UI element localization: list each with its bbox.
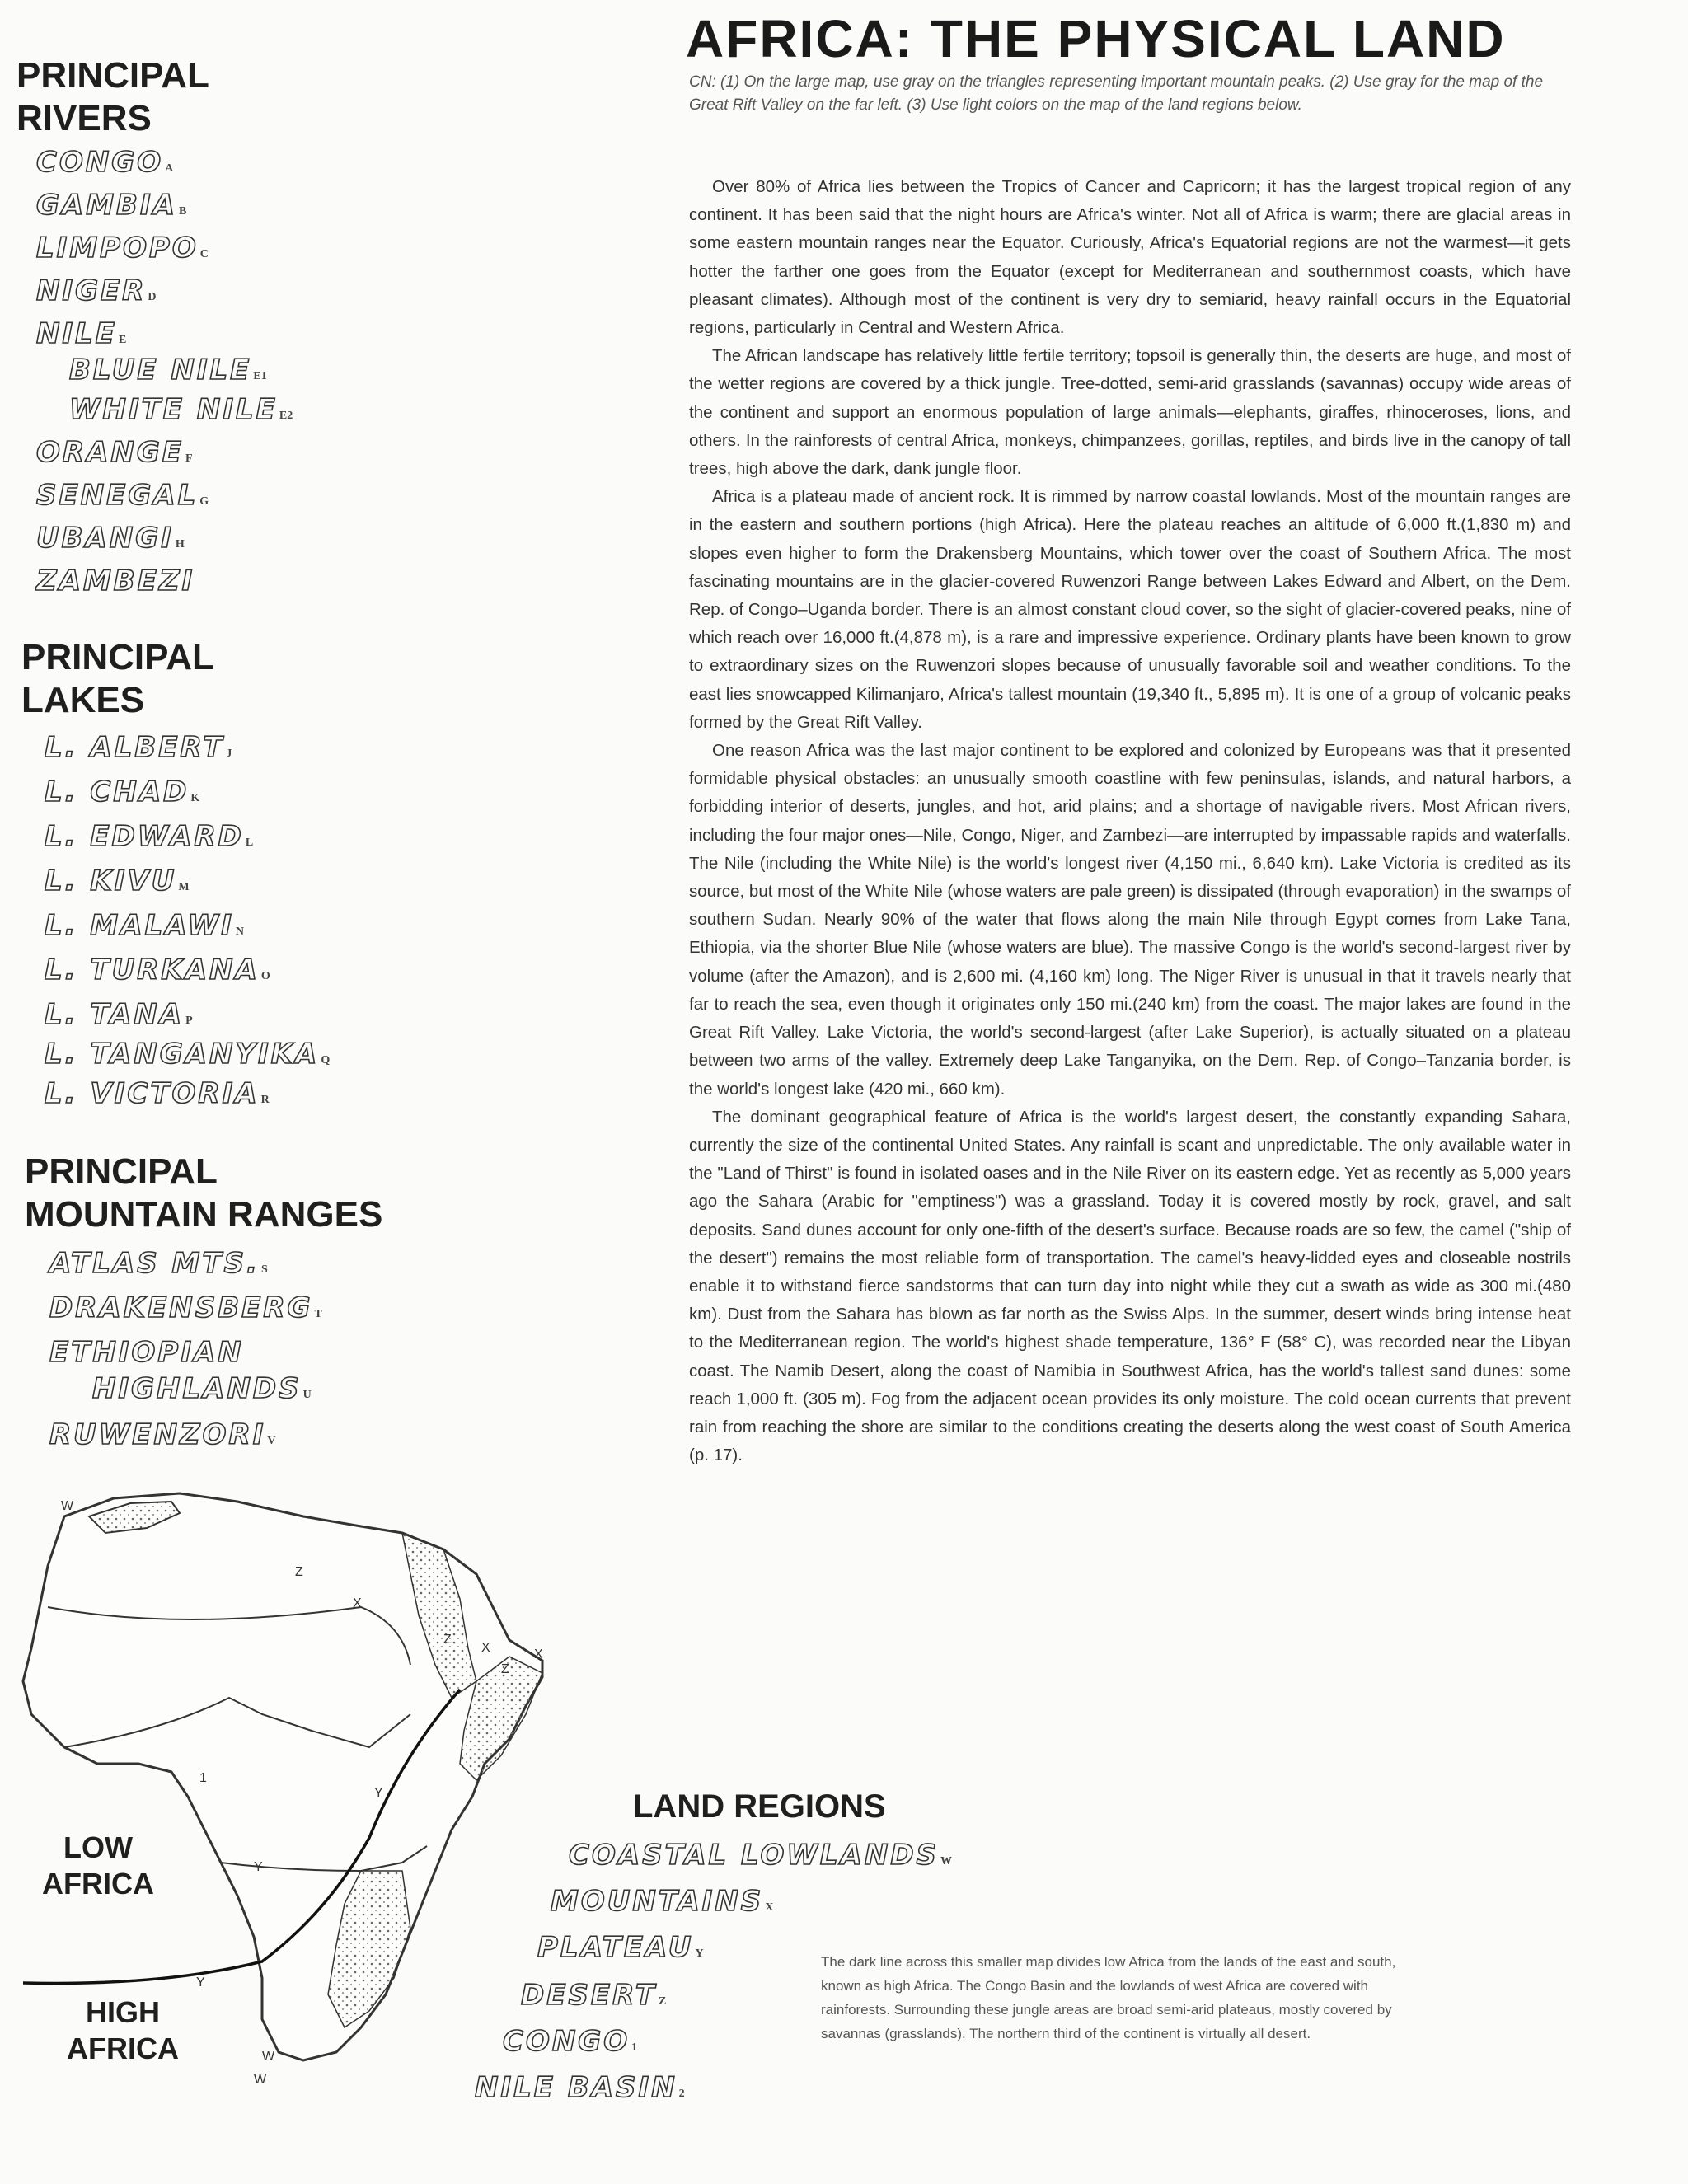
- map-marker: X: [353, 1596, 362, 1610]
- body-text: [689, 173, 1571, 1469]
- map-marker: Y: [374, 1786, 383, 1800]
- page-title: AFRICA: THE PHYSICAL LAND: [686, 9, 1506, 68]
- list-item: SENEGAL G: [36, 479, 209, 512]
- africa-outline: [23, 1493, 542, 2060]
- list-item: NILE E: [36, 317, 127, 350]
- land-regions-heading: LAND REGIONS: [633, 1788, 886, 1825]
- map-marker: W: [262, 2050, 275, 2064]
- list-item: ATLAS MTS. S: [49, 1247, 268, 1280]
- high-africa-label: HIGH AFRICA: [67, 1995, 179, 2065]
- lakes-heading: PRINCIPAL LAKES: [21, 637, 214, 720]
- list-item: CONGO A: [36, 146, 174, 179]
- paragraph: Africa is a plateau made of ancient rock. It is rimmed by narrow coastal lowlands. Most of the mountain ranges are in the eastern and southern portions (high Africa). Here the plateau reaches an altitude of 6,000 ft.(1,830 m) and slopes even higher to form the Drakensberg Mountains, which tower over the coast of Southern Africa. The most fascinating mountains are in the glacier-covered Ruwenzori Range between Lakes Edward and Albert, on the Dem. Rep. of Congo–Uganda border. There is an almost constant cloud cover, so the sight of glacier-covered peaks, nine of which reach over 16,000 ft.(4,878 m), is a rare and impressive experience. Ordinary plants have been known to grow to extraordinary sizes on the Ruwenzori slopes because of unusually favorable soil and weather conditions. To the east lies snowcapped Kilimanjaro, Africa's tallest mountain (19,340 ft., 5,895 m). It is one of a group of volcanic peaks formed by the Great Rift Valley.: [689, 487, 1571, 732]
- list-item: L. TURKANA O: [45, 954, 270, 987]
- mountains-heading: PRINCIPAL MOUNTAIN RANGES: [25, 1151, 383, 1235]
- low-africa-label: LOW AFRICA: [42, 1830, 154, 1900]
- list-item: RUWENZORI V: [49, 1418, 276, 1451]
- rivers-section: [16, 54, 209, 140]
- list-item: L. KIVU M: [45, 865, 190, 898]
- map-marker: 1: [199, 1771, 207, 1785]
- map-marker: W: [61, 1499, 74, 1513]
- paragraph: The African landscape has relatively little fertile territory; topsoil is generally thin, the deserts are huge, and most of the wetter regions are covered by a thick jungle. Tree-dotted, semi-arid grasslands (savannas) occupy wide areas of the continent and support an enormous population of large animals—elephants, giraffes, rhinoceroses, lions, and others. In the rainforests of central Africa, monkeys, chimpanzees, gorillas, reptiles, and birds live in the canopy of tall trees, high above the dark, dank jungle floor.: [689, 346, 1571, 479]
- mountains-section: [25, 1151, 382, 1236]
- list-item: BLUE NILE E1: [69, 354, 267, 387]
- rivers-heading: PRINCIPAL RIVERS: [16, 55, 209, 138]
- list-item: NILE BASIN 2: [475, 2071, 685, 2104]
- list-item: L. ALBERT J: [45, 731, 232, 764]
- list-item: L. TANGANYIKA Q: [45, 1038, 331, 1071]
- map-marker: Z: [501, 1662, 509, 1676]
- map-marker: Z: [295, 1565, 303, 1579]
- list-item: COASTAL LOWLANDS W: [569, 1839, 953, 1872]
- list-item: DESERT Z: [521, 1979, 667, 2012]
- list-item: MOUNTAINS X: [551, 1885, 774, 1918]
- lakes-section: [21, 636, 214, 722]
- list-item: HIGHLANDS U: [92, 1372, 312, 1405]
- list-item: ORANGE F: [36, 436, 193, 469]
- list-item: NIGER D: [36, 274, 157, 307]
- map-marker: Z: [443, 1633, 452, 1647]
- list-item: UBANGI H: [36, 522, 185, 555]
- paragraph: Over 80% of Africa lies between the Tropics of Cancer and Capricorn; it has the largest tropical region of any continent. It has been said that the night hours are Africa's winter. Not all of Africa is warm; there are glacial areas in some eastern mountain ranges near the Equator. Curiously, Africa's Equatorial regions are not the warmest—it gets hotter the farther one goes from the Equator (except for Mediterranean and southernmost coasts, which have pleasant climates). Although most of the continent is very dry to semiarid, heavy rainfall occurs in the Equatorial regions, particularly in Central and Western Africa.: [689, 177, 1571, 338]
- map-marker: X: [481, 1641, 490, 1655]
- list-item: ZAMBEZI: [36, 565, 195, 598]
- list-item: LIMPOPO C: [36, 232, 209, 265]
- list-item: CONGO 1: [503, 2025, 638, 2058]
- paragraph: The dominant geographical feature of Africa is the world's largest desert, the constantly expanding Sahara, currently the size of the continental United States. Any rainfall is scant and unpredictable. The only available water in the "Land of Thirst" is found in isolated oases and in the Nile River on its eastern edge. Yet as recently as 5,000 years ago the Sahara (Arabic for "emptiness") was a grassland. Today it is covered mostly by rock, gravel, and salt deposits. Sand dunes account for only one-fifth of the desert's surface. Because roads are so few, the camel ("ship of the desert") remains the most reliable form of transportation. The camel's heavy-lidded eyes and closeable nostrils enable it to withstand fierce sandstorms that can turn day into night while they cut a swath as wide as 300 mi.(480 km). Dust from the Sahara has blown as far north as the Swiss Alps. In the summer, desert winds bring intense heat to the Mediterranean region. The world's highest shade temperature, 136° F (58° C), was recorded near the Libyan coast. The Namib Desert, along the coast of Namibia in Southwest Africa, has the world's tallest sand dunes: some reach 1,000 ft. (305 m). Fog from the adjacent ocean provides its only moisture. The cold ocean currents that prevent rain from reaching the shore are similar to the conditions creating the deserts along the west coast of South America (p. 17).: [689, 1107, 1571, 1465]
- list-item: L. MALAWI N: [45, 909, 244, 942]
- paragraph: One reason Africa was the last major continent to be explored and colonized by Europeans was that it presented formidable physical obstacles: an unusually smooth coastline with few peninsulas, islands, and natural harbors, a forbidding interior of deserts, jungles, and hot, arid plains; and a shortage of navigable rivers. Most African rivers, including the four major ones—Nile, Congo, Niger, and Zambezi—are interrupted by impassable rapids and waterfalls. The Nile (including the White Nile) is the world's longest river (4,150 mi., 6,640 km). Lake Victoria is credited as its source, but most of the White Nile (whose waters are pale green) is dissipated (through evaporation) in the swamps of southern Sudan. Nearly 90% of the water that flows along the main Nile through Egypt comes from Lake Tana, Ethiopia, via the shorter Blue Nile (whose waters are blue). The massive Congo is the world's second-largest river by volume (after the Amazon), and is 2,600 mi. (4,160 km) long. The Niger River is unusual in that it travels nearly that far to reach the sea, even though it originates only 150 mi.(240 km) from the coast. The major lakes are found in the Great Rift Valley. Lake Victoria, the world's second-largest (after Lake Superior), is actually situated on a plateau between two arms of the valley. Extremely deep Lake Tanganyika, on the Dem. Rep. of Congo–Tanzania border, is the world's longest lake (420 mi., 660 km).: [689, 741, 1571, 1099]
- map-caption: The dark line across this smaller map divides low Africa from the lands of the east and south, known as high Africa. The Congo Basin and the lowlands of west Africa are covered with rainforests. Surrounding these jungle areas are broad semi-arid plateaus, mostly covered by savannas (grasslands). The northern third of the continent is virtually all desert.: [821, 1954, 1396, 2041]
- color-notes: CN: (1) On the large map, use gray on the triangles representing important mountain peaks. (2) Use gray for the map of the Great Rift Valley on the far left. (3) Use light colors on the map of the land regions below.: [689, 73, 1544, 114]
- list-item: L. EDWARD L: [45, 820, 254, 853]
- list-item: L. CHAD K: [45, 776, 200, 808]
- list-item: L. TANA P: [45, 998, 193, 1031]
- list-item: PLATEAU Y: [537, 1931, 704, 1964]
- map-marker: X: [534, 1647, 543, 1661]
- map-marker: Y: [254, 1860, 263, 1874]
- list-item: ETHIOPIAN: [49, 1336, 244, 1369]
- list-item: GAMBIA B: [36, 189, 187, 222]
- list-item: L. VICTORIA R: [45, 1077, 270, 1110]
- map-marker: Y: [196, 1975, 205, 1990]
- list-item: WHITE NILE E2: [69, 393, 293, 426]
- list-item: DRAKENSBERG T: [49, 1291, 322, 1324]
- map-marker: W: [254, 2073, 267, 2087]
